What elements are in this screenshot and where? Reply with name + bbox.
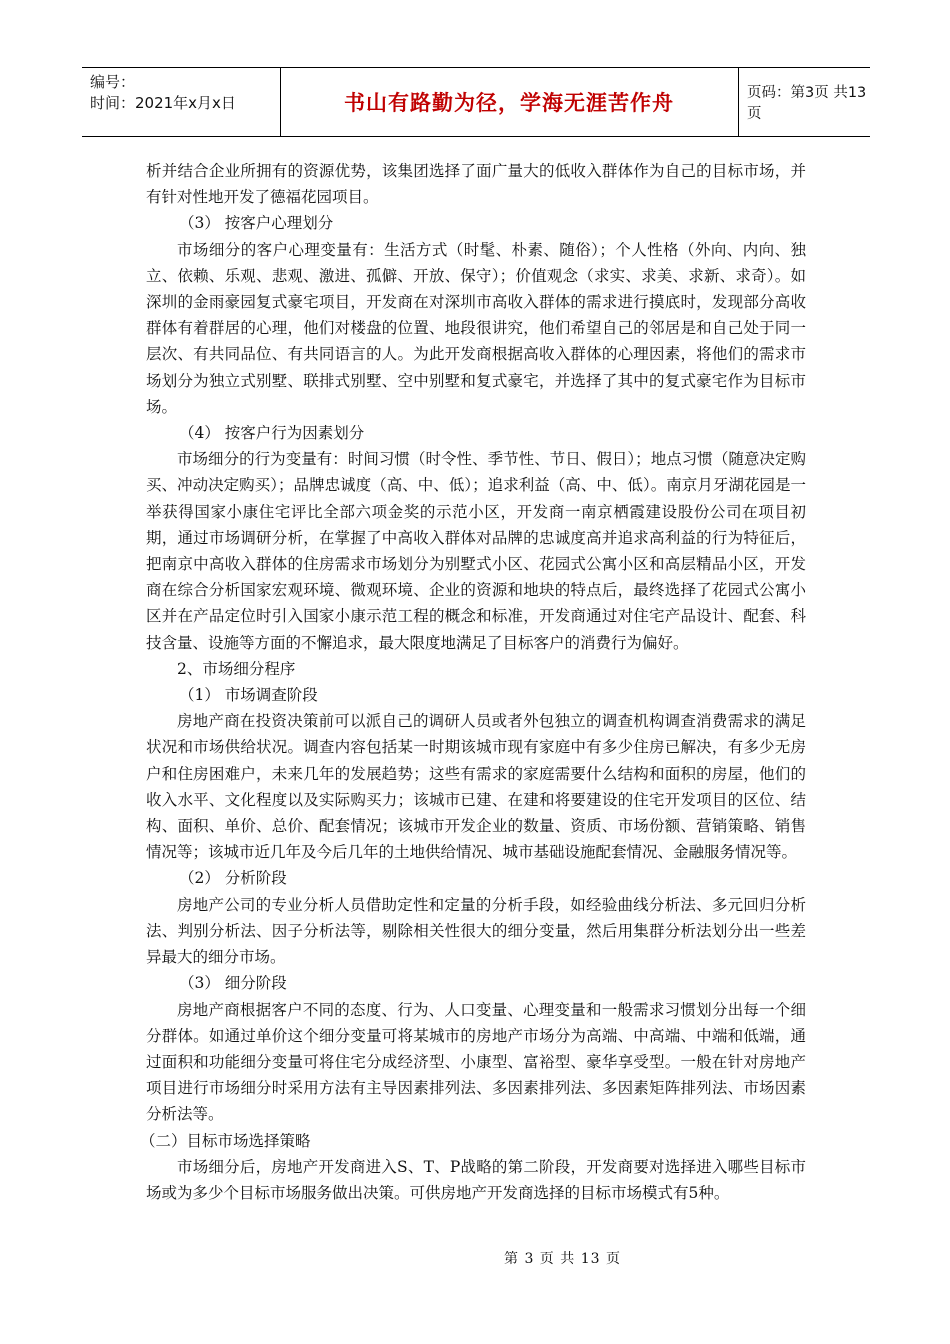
page-header (82, 67, 870, 137)
header-motto-cell (280, 68, 739, 136)
header-motto: 书山有路勤为径，学海无涯苦作舟 (344, 91, 674, 115)
paragraph: 房地产商根据客户不同的态度、行为、人口变量、心理变量和一般需求习惯划分出每一个细分群体。如通过单价这个细分变量可将某城市的房地产市场分为高端、中高端、中端和低端，通过面积和功能细分变量可将住宅分成经济型、小康型、富裕型、豪华享受型。一般在针对房地产项目进行市场细分时采用方法有主导因素排列法、多因素排列法、多因素矩阵排列法、市场因素分析法等。 (146, 1000, 806, 1124)
paragraph: （二）目标市场选择策略 (140, 1131, 311, 1150)
paragraph: （3） 细分阶段 (179, 974, 287, 993)
header-meta-cell (82, 68, 281, 136)
paragraph: 市场细分的行为变量有：时间习惯（时令性、季节性、节日、假日）；地点习惯（随意决定购买、冲动决定购买）；品牌忠诚度（高、中、低）；追求利益（高、中、低）。南京月牙湖花园是一举获得国家小康住宅评比全部六项金奖的示范小区，开发商一南京栖霞建设股份公司在项目初期，通过市场调研分析，在掌握了中高收入群体对品牌的忠诚度高并追求高利益的行为特征后，把南京中高收入群体的住房需求市场划分为别墅式小区、花园式公寓小区和高层精品小区，开发商在综合分析国家宏观环境、微观环境、企业的资源和地块的特点后，最终选择了花园式公寓小区并在产品定位时引入国家小康示范工程的概念和标准，开发商通过对住宅产品设计、配套、科技含量、设施等方面的不懈追求，最大限度地满足了目标客户的消费行为偏好。 (146, 450, 806, 652)
paragraph: 析并结合企业所拥有的资源优势，该集团选择了面广量大的低收入群体作为自己的目标市场，并有针对性地开发了德福花园项目。 (146, 162, 806, 207)
paragraph: 市场细分的客户心理变量有：生活方式（时髦、朴素、随俗）；个人性格（外向、内向、独立、依赖、乐观、悲观、激进、孤僻、开放、保守）；价值观念（求实、求美、求新、求奇）。如深圳的金雨豪园复式豪宅项目，开发商在对深圳市高收入群体的需求进行摸底时，发现部分高收群体有着群居的心理，他们对楼盘的位置、地段很讲究，他们希望自己的邻居是和自己处于同一层次、有共同品位、有共同语言的人。为此开发商根据高收入群体的心理因素，将他们的需求市场划分为独立式别墅、联排式别墅、空中别墅和复式豪宅，并选择了其中的复式豪宅作为目标市场。 (146, 240, 806, 416)
document-body (140, 158, 806, 1206)
paragraph: （1） 市场调查阶段 (179, 686, 318, 705)
page-footer: 第 3 页 共 13 页 (504, 1251, 621, 1267)
paragraph: 市场细分后，房地产开发商进入S、T、P战略的第二阶段，开发商要对选择进入哪些目标市场或为多少个目标市场服务做出决策。可供房地产开发商选择的目标市场模式有5种。 (146, 1157, 806, 1202)
paragraph: （3） 按客户心理划分 (179, 214, 334, 233)
paragraph: （2） 分析阶段 (179, 869, 287, 888)
document-number-label: 编号： (90, 73, 136, 91)
header-page-info: 页码：第3页 共13页 (747, 85, 867, 122)
paragraph: （4） 按客户行为因素划分 (179, 424, 365, 443)
header-page-cell (738, 68, 870, 136)
document-date: 时间：2021年x月x日 (90, 94, 236, 112)
paragraph: 房地产公司的专业分析人员借助定性和定量的分析手段，如经验曲线分析法、多元回归分析法、判别分析法、因子分析法等，剔除相关性很大的细分变量，然后用集群分析法划分出一些差异最大的细分市场。 (146, 895, 806, 967)
paragraph: 房地产商在投资决策前可以派自己的调研人员或者外包独立的调查机构调查消费需求的满足状况和市场供给状况。调查内容包括某一时期该城市现有家庭中有多少住房已解决，有多少无房户和住房困难户，未来几年的发展趋势；这些有需求的家庭需要什么结构和面积的房屋，他们的收入水平、文化程度以及实际购买力；该城市已建、在建和将要建设的住宅开发项目的区位、结构、面积、单价、总价、配套情况；该城市开发企业的数量、资质、市场份额、营销策略、销售情况等；该城市近几年及今后几年的土地供给情况、城市基础设施配套情况、金融服务情况等。 (146, 712, 806, 862)
paragraph: 2、市场细分程序 (177, 659, 296, 678)
